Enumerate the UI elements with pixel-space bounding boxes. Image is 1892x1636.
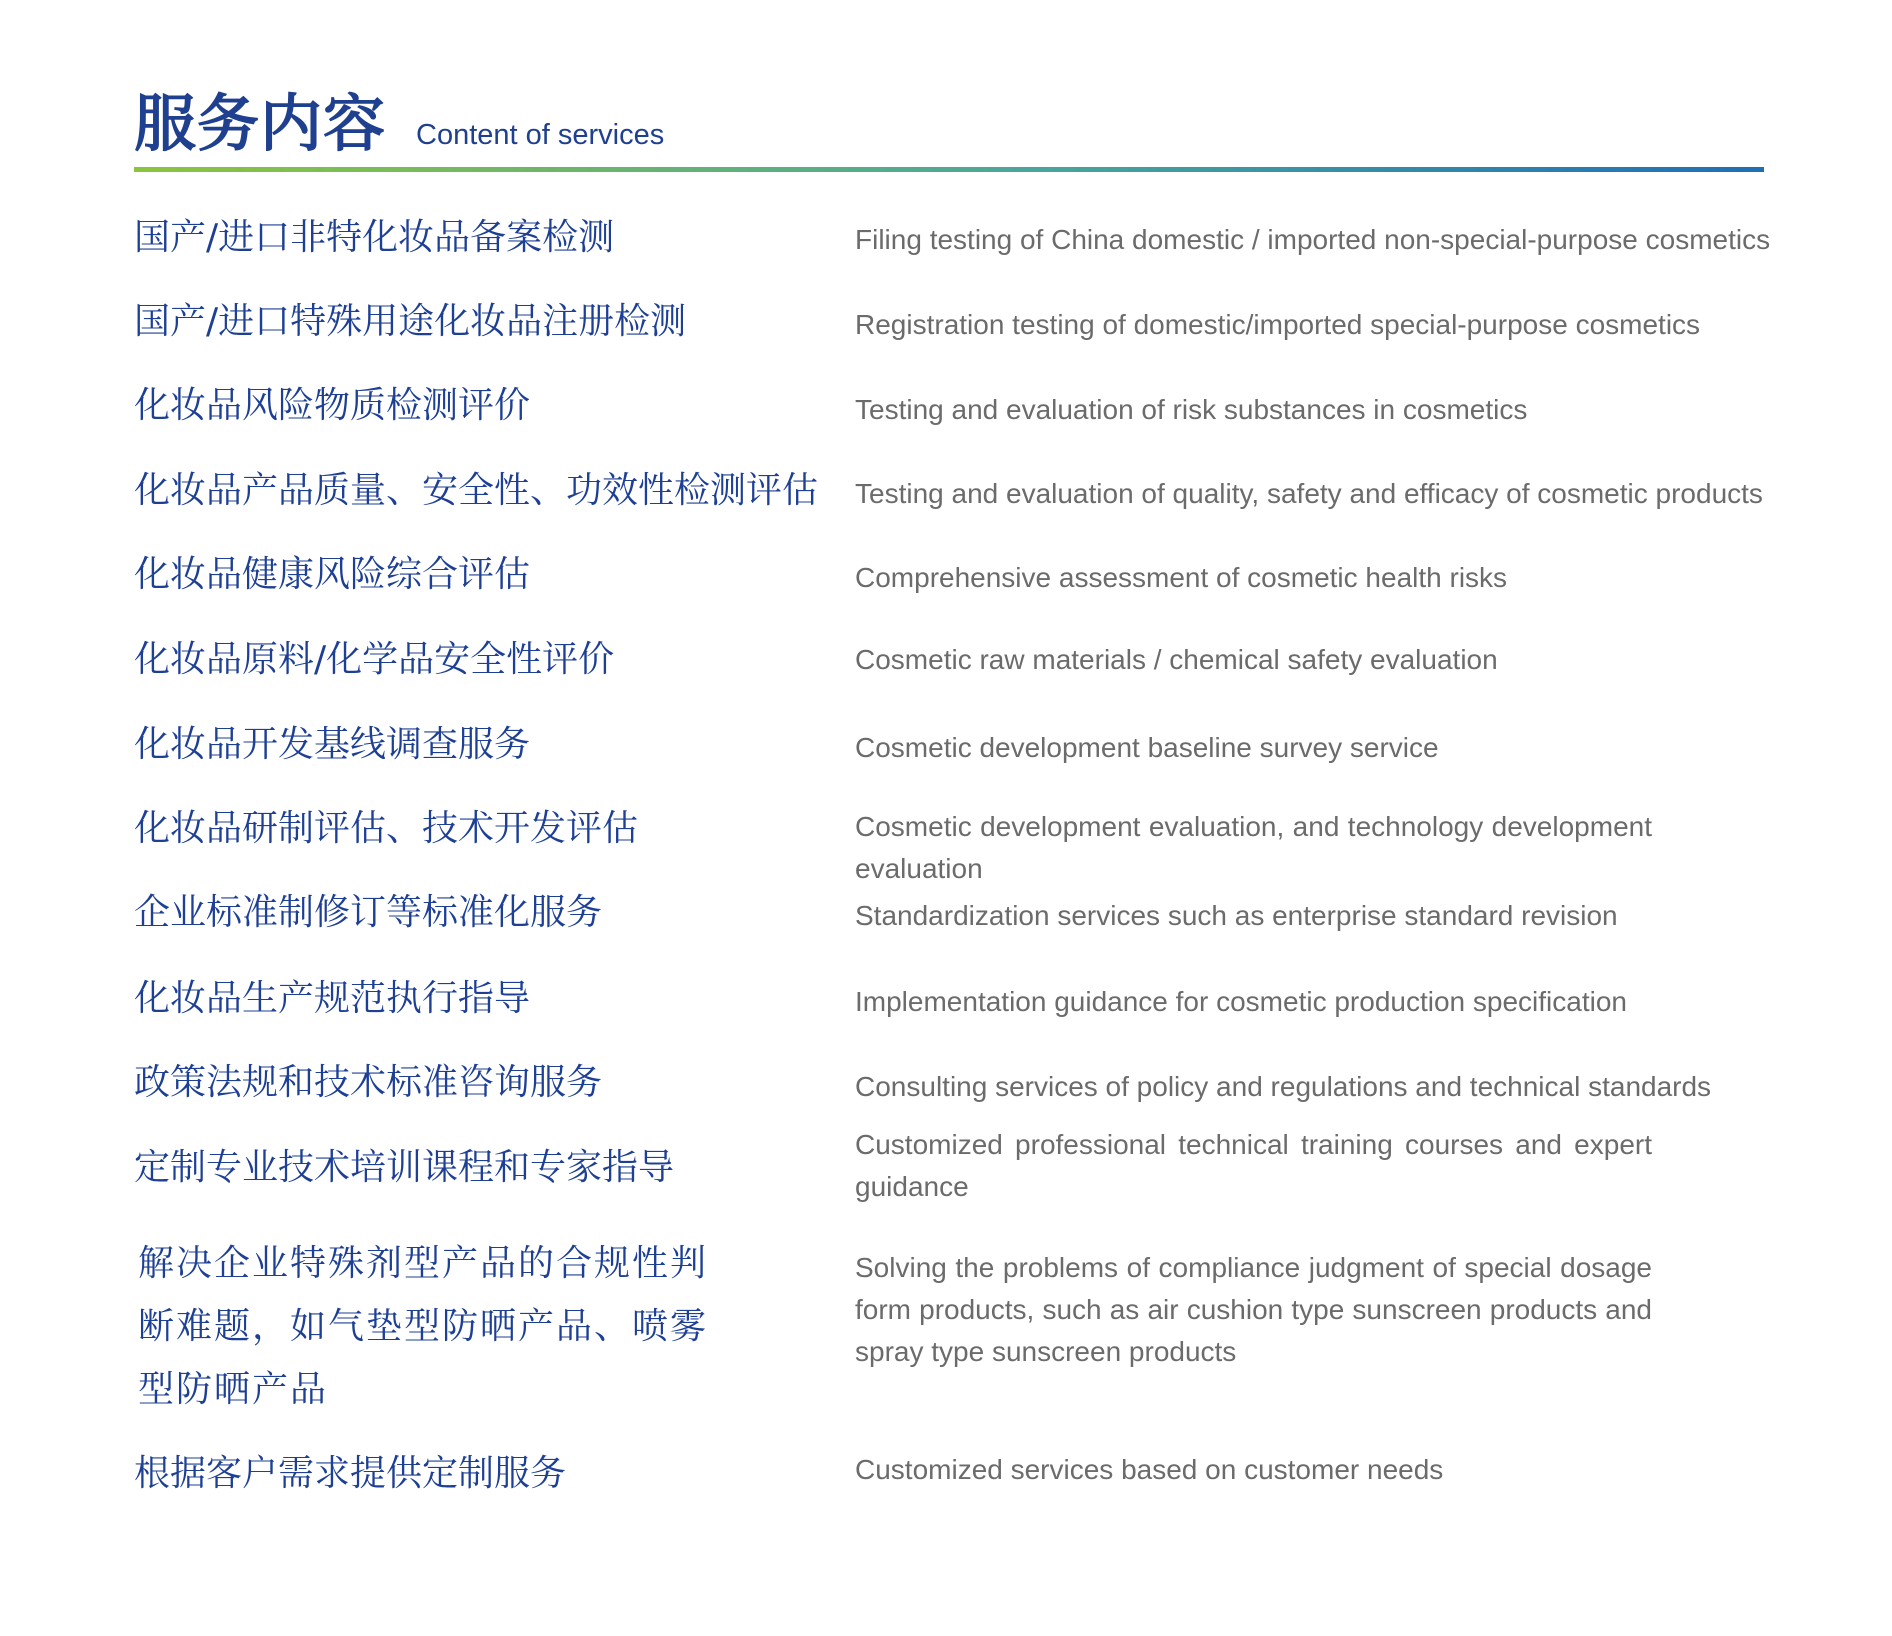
service-zh: 化妆品研制评估、技术开发评估 [134, 808, 639, 849]
page-title: 服务内容 [134, 87, 387, 160]
service-zh: 企业标准制修订等标准化服务 [134, 892, 603, 933]
service-en: Filing testing of China domestic / imported non-special-purpose cosmetics [855, 224, 1771, 255]
service-zh: 化妆品原料/化学品安全性评价 [134, 639, 615, 680]
service-zh: 化妆品开发基线调查服务 [134, 724, 531, 765]
service-en: Customized services based on customer needs [855, 1454, 1444, 1485]
page-subtitle: Content of services [416, 119, 665, 151]
service-zh: 化妆品产品质量、安全性、功效性检测评估 [134, 470, 819, 511]
header-divider [134, 167, 1764, 172]
service-en: Solving the problems of compliance judgment of special dosage form products, such as air cushion type sunscreen products and spray type sunscreen products [855, 1252, 1652, 1367]
service-en: Testing and evaluation of risk substances in cosmetics [855, 394, 1528, 425]
service-zh: 解决企业特殊剂型产品的合规性判断难题，如气垫型防晒产品、喷雾型防晒产品 [138, 1243, 709, 1410]
service-zh: 根据客户需求提供定制服务 [134, 1453, 567, 1494]
service-en: Consulting services of policy and regulations and technical standards [855, 1071, 1712, 1102]
service-zh: 国产/进口非特化妆品备案检测 [134, 217, 615, 258]
service-zh: 定制专业技术培训课程和专家指导 [134, 1147, 675, 1188]
service-en: Comprehensive assessment of cosmetic health risks [855, 562, 1508, 593]
service-en: Customized professional technical training courses and expert guidance [855, 1129, 1652, 1202]
service-en: Testing and evaluation of quality, safety and efficacy of cosmetic products [855, 478, 1763, 509]
service-en: Cosmetic raw materials / chemical safety evaluation [855, 644, 1498, 675]
service-en: Cosmetic development baseline survey service [855, 732, 1439, 763]
service-en: Cosmetic development evaluation, and technology development evaluation [855, 811, 1652, 884]
service-zh: 化妆品风险物质检测评价 [134, 385, 531, 426]
service-en: Registration testing of domestic/imported special-purpose cosmetics [855, 309, 1701, 340]
service-zh: 政策法规和技术标准咨询服务 [134, 1062, 603, 1103]
service-en: Standardization services such as enterprise standard revision [855, 900, 1618, 931]
service-en: Implementation guidance for cosmetic production specification [855, 986, 1627, 1017]
service-zh: 化妆品生产规范执行指导 [134, 978, 531, 1019]
service-zh: 国产/进口特殊用途化妆品注册检测 [134, 301, 687, 342]
service-zh: 化妆品健康风险综合评估 [134, 554, 531, 595]
header [134, 88, 664, 160]
